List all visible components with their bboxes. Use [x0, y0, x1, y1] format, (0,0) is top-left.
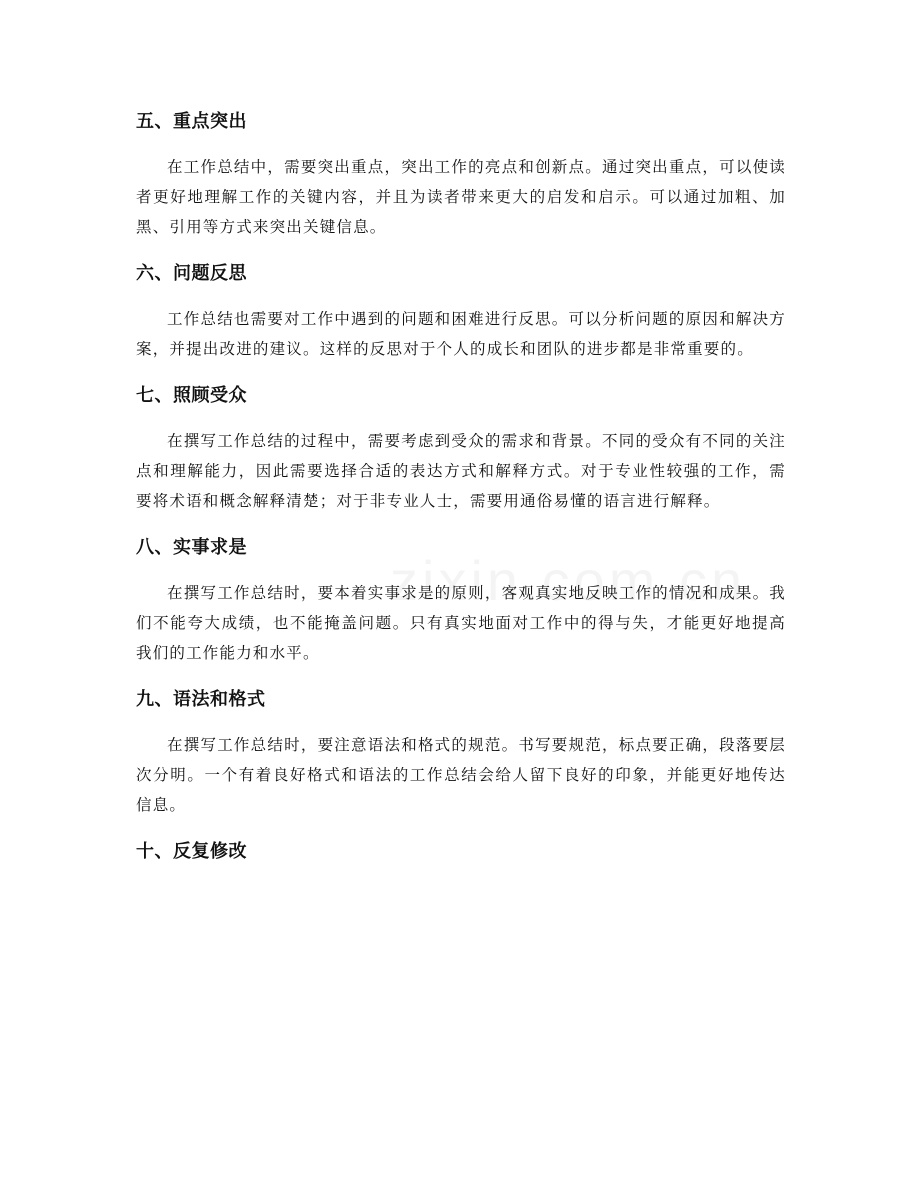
- section-heading-5: 五、重点突出: [136, 111, 247, 132]
- section-heading-8: 八、实事求是: [136, 537, 247, 558]
- section-body-7: 在撰写工作总结的过程中，需要考虑到受众的需求和背景。不同的受众有不同的关注点和理解能力，因此需要选择合适的表达方式和解释方式。对于专业性较强的工作，需要将术语和概念解释清楚；对于非专业人士，需要用通俗易懂的语言进行解释。: [136, 432, 786, 510]
- section-heading-7: 七、照顾受众: [136, 385, 247, 406]
- section-body-5: 在工作总结中，需要突出重点，突出工作的亮点和创新点。通过突出重点，可以使读者更好地理解工作的关键内容，并且为读者带来更大的启发和启示。可以通过加粗、加黑、引用等方式来突出关键信息。: [136, 158, 786, 236]
- section-heading-10: 十、反复修改: [136, 841, 247, 862]
- document-content: [136, 104, 786, 882]
- section-heading-6: 六、问题反思: [136, 263, 247, 284]
- section-body-9: 在撰写工作总结时，要注意语法和格式的规范。书写要规范，标点要正确，段落要层次分明。一个有着良好格式和语法的工作总结会给人留下良好的印象，并能更好地传达信息。: [136, 736, 786, 814]
- section-body-8: 在撰写工作总结时，要本着实事求是的原则，客观真实地反映工作的情况和成果。我们不能夸大成绩，也不能掩盖问题。只有真实地面对工作中的得与失，才能更好地提高我们的工作能力和水平。: [136, 584, 786, 662]
- section-heading-9: 九、语法和格式: [136, 689, 266, 710]
- section-body-6: 工作总结也需要对工作中遇到的问题和困难进行反思。可以分析问题的原因和解决方案，并提出改进的建议。这样的反思对于个人的成长和团队的进步都是非常重要的。: [136, 310, 786, 358]
